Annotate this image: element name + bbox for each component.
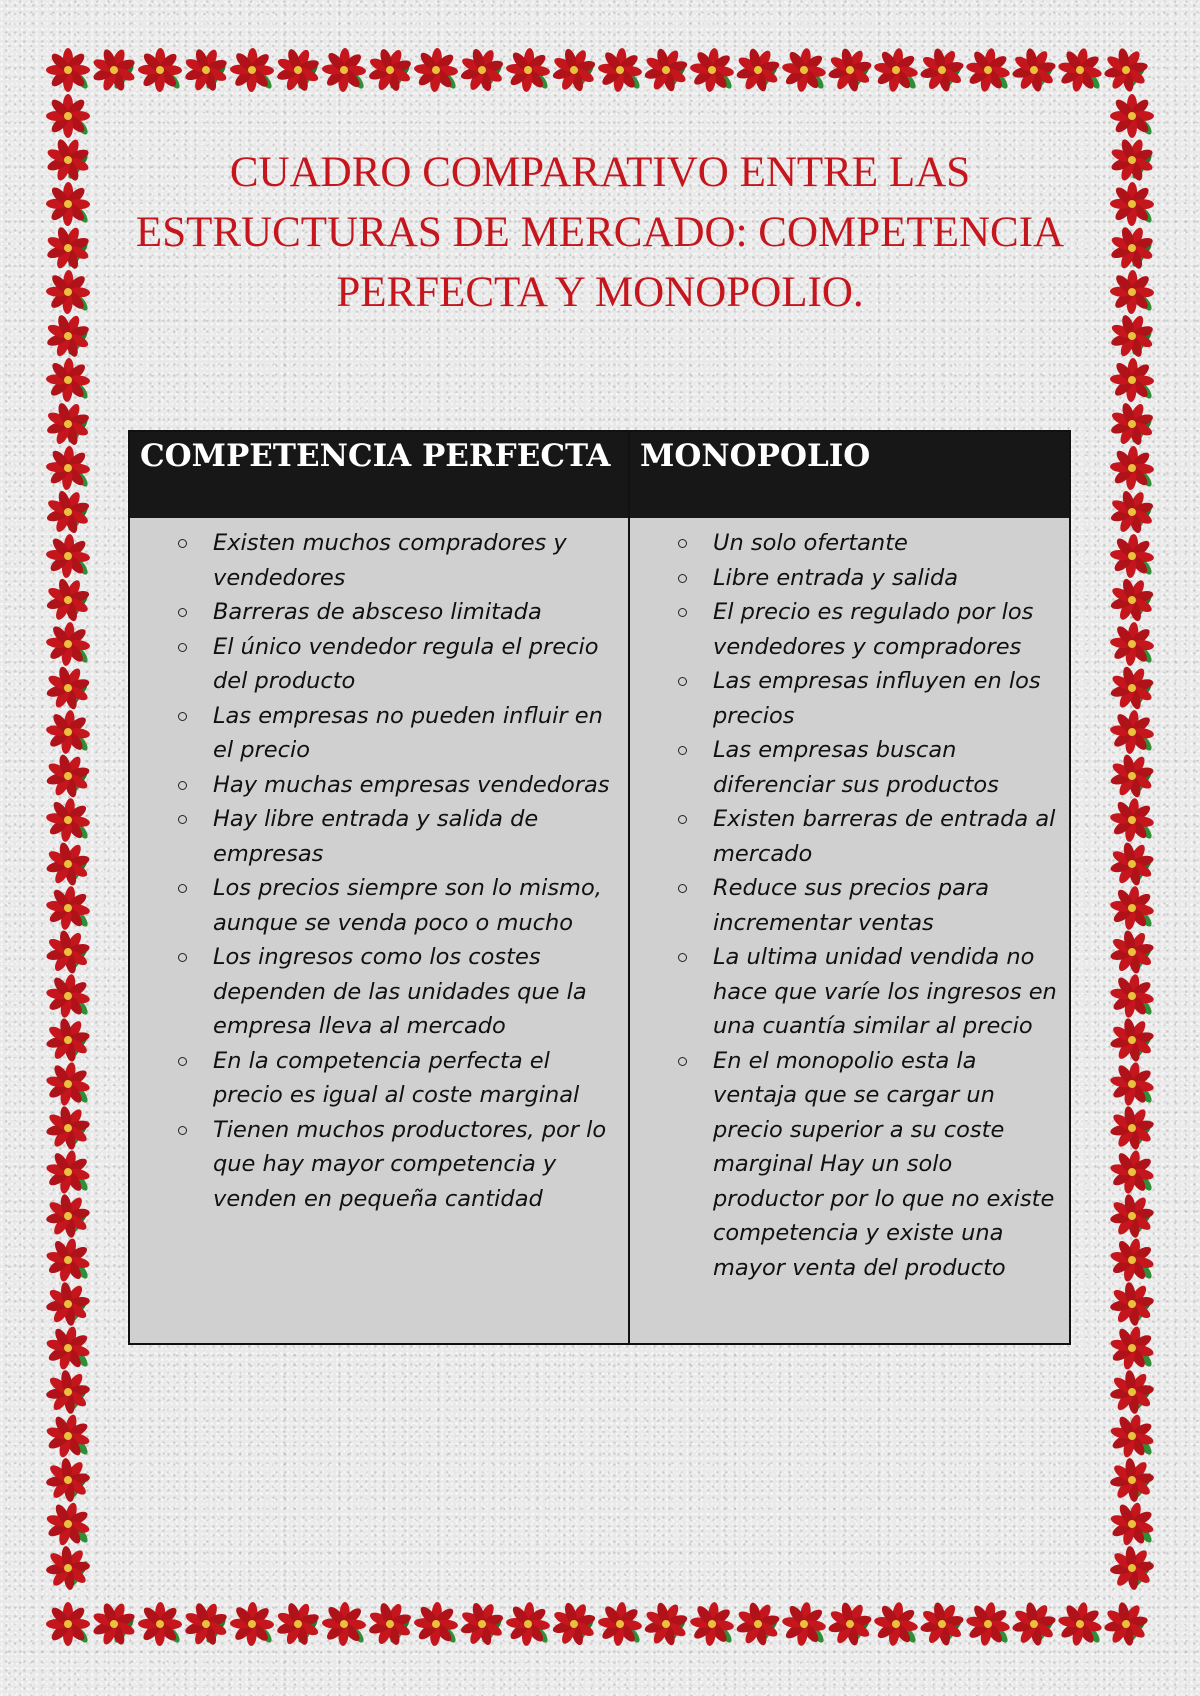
poinsettia-icon (177, 1595, 235, 1653)
list-item (630, 733, 1069, 802)
poinsettia-icon (820, 1594, 880, 1654)
poinsettia-icon (37, 1273, 98, 1334)
list-item (630, 526, 1069, 561)
poinsettia-icon (39, 131, 97, 189)
poinsettia-icon (636, 40, 696, 100)
list-item (130, 802, 628, 871)
list-item-text: Un solo ofertante (713, 530, 908, 556)
poinsettia-icon (46, 94, 90, 138)
poinsettia-icon (38, 1010, 99, 1071)
poinsettia-icon (38, 922, 99, 983)
list-item (130, 1044, 628, 1113)
poinsettia-icon (41, 1321, 94, 1374)
list-item (630, 561, 1069, 596)
circle-bullet-icon (178, 953, 187, 962)
circle-bullet-icon (678, 539, 687, 548)
poinsettia-icon (1102, 834, 1162, 894)
circle-bullet-icon (678, 677, 687, 686)
poinsettia-icon (1105, 1321, 1158, 1374)
poinsettia-icon (1101, 1097, 1162, 1158)
circle-bullet-icon (678, 953, 687, 962)
list-item-text: El único vendedor regula el precio del producto (213, 633, 599, 694)
poinsettia-icon (1106, 1234, 1159, 1287)
poinsettia-icon (1105, 1497, 1159, 1551)
poinsettia-icon (37, 1097, 98, 1158)
poinsettia-icon (1103, 307, 1161, 365)
poinsettia-icon (38, 746, 98, 806)
poinsettia-icon (39, 395, 98, 454)
comparison-table (128, 430, 1071, 1345)
list-item-text: Hay muchas empresas vendedoras (213, 771, 610, 798)
poinsettia-icon (37, 1537, 99, 1599)
circle-bullet-icon (178, 815, 187, 824)
poinsettia-icon (177, 41, 235, 99)
poinsettia-icon (912, 40, 973, 101)
poinsettia-icon (38, 658, 98, 718)
poinsettia-icon (1103, 395, 1162, 454)
poinsettia-icon (41, 1497, 95, 1551)
list-item (130, 526, 628, 595)
list-item-text: Las empresas influyen en los precios (713, 668, 1041, 729)
poinsettia-icon (1004, 1594, 1065, 1655)
poinsettia-icon (38, 482, 97, 541)
poinsettia-icon (39, 307, 97, 365)
circle-bullet-icon (178, 539, 187, 548)
list-item (130, 699, 628, 768)
poinsettia-icon (1101, 1537, 1163, 1599)
list-item-text: Existen muchos compradores y vendedores (213, 530, 567, 591)
circle-bullet-icon (178, 712, 187, 721)
poinsettia-icon (85, 41, 143, 99)
poinsettia-icon (361, 1595, 420, 1654)
poinsettia-icon (912, 1594, 973, 1655)
poinsettia-icon (1095, 1593, 1156, 1654)
list-item-text: Libre entrada y salida (713, 564, 959, 591)
poinsettia-icon (1101, 1449, 1163, 1511)
poinsettia-icon (1105, 1409, 1159, 1463)
poinsettia-icon (42, 1234, 95, 1287)
poinsettia-icon (46, 1602, 90, 1646)
circle-bullet-icon (678, 746, 687, 755)
poinsettia-icon (1102, 658, 1162, 718)
circle-bullet-icon (178, 1126, 187, 1135)
circle-bullet-icon (178, 781, 187, 790)
circle-bullet-icon (678, 884, 687, 893)
list-item-text: Los ingresos como los costes dependen de las unidades que la empresa lleva al mercado (213, 944, 587, 1039)
list-item (630, 1044, 1069, 1286)
poinsettia-icon (1095, 39, 1156, 100)
list-item (130, 630, 628, 699)
poinsettia-icon (41, 1409, 95, 1463)
poinsettia-icon (820, 40, 880, 100)
list-item-text: El precio es regulado por los vendedores y compradores (713, 599, 1034, 660)
poinsettia-icon (1004, 40, 1065, 101)
poinsettia-icon (1103, 131, 1161, 189)
poinsettia-icon (85, 1595, 143, 1653)
list-item-text: Los precios siempre son lo mismo, aunque se venda poco o mucho (213, 875, 602, 936)
poinsettia-icon (269, 41, 327, 99)
poinsettia-icon (452, 1594, 511, 1653)
column-monopolio (630, 518, 1069, 1343)
poinsettia-icon (1102, 1010, 1163, 1071)
circle-bullet-icon (678, 608, 687, 617)
header-competencia-perfecta: COMPETENCIA PERFECTA (130, 432, 630, 518)
list-item-text: En la competencia perfecta el precio es igual al coste marginal (213, 1047, 580, 1108)
list-item (630, 940, 1069, 1044)
list-item-text: La ultima unidad vendida no hace que varíe los ingresos en una cuantía similar al precio (713, 944, 1057, 1039)
poinsettia-icon (1110, 94, 1154, 138)
list-item (630, 664, 1069, 733)
list-item-text: Las empresas buscan diferenciar sus productos (713, 737, 999, 798)
circle-bullet-icon (178, 643, 187, 652)
circle-bullet-icon (678, 815, 687, 824)
poinsettia-icon (452, 40, 511, 99)
list-item-text: Existen barreras de entrada al mercado (713, 806, 1056, 867)
poinsettia-icon (269, 1595, 327, 1653)
list-item (130, 768, 628, 803)
circle-bullet-icon (678, 1057, 687, 1066)
poinsettia-icon (37, 1449, 99, 1511)
list-item-text: Las empresas no pueden influir en el precio (213, 702, 603, 763)
list-item-text: Reduce sus precios para incrementar ventas (713, 875, 989, 936)
poinsettia-icon (37, 1361, 99, 1423)
list-item (630, 802, 1069, 871)
list-item-text: Hay libre entrada y salida de empresas (213, 806, 539, 867)
list-item (630, 595, 1069, 664)
poinsettia-icon (728, 1594, 788, 1654)
poinsettia-icon (636, 1594, 696, 1654)
poinsettia-icon (544, 40, 604, 100)
poinsettia-icon (544, 1594, 604, 1654)
poinsettia-icon (728, 40, 788, 100)
poinsettia-icon (1103, 219, 1161, 277)
poinsettia-icon (1101, 1185, 1162, 1246)
list-item-text: En el monopolio esta la ventaja que se cargar un precio superior a su coste marginal Hay un solo productor por lo que no existe competencia y existe una mayor venta del producto (713, 1047, 1055, 1281)
list-item (130, 595, 628, 630)
column-competencia-perfecta (130, 518, 630, 1343)
list-item (130, 940, 628, 1044)
document-title: CUADRO COMPARATIVO ENTRE LAS ESTRUCTURAS DE MERCADO: COMPETENCIA PERFECTA Y MONOPOLIO. (135, 149, 1065, 316)
poinsettia-icon (1101, 1361, 1163, 1423)
poinsettia-icon (38, 570, 98, 630)
list-item-text: Barreras de absceso limitada (213, 599, 542, 625)
poinsettia-icon (1102, 570, 1162, 630)
poinsettia-icon (39, 219, 97, 277)
poinsettia-icon (37, 1185, 98, 1246)
poinsettia-icon (46, 48, 90, 92)
circle-bullet-icon (178, 884, 187, 893)
poinsettia-icon (1102, 746, 1162, 806)
list-item (130, 1113, 628, 1217)
poinsettia-icon (38, 834, 98, 894)
list-item (130, 871, 628, 940)
poinsettia-icon (1102, 482, 1161, 541)
list-item-text: Tienen muchos productores, por lo que hay mayor competencia y venden en pequeña cantidad (213, 1116, 607, 1212)
poinsettia-icon (1101, 1273, 1162, 1334)
poinsettia-icon (361, 41, 420, 100)
list-competencia-perfecta (130, 526, 628, 1216)
poinsettia-icon (1102, 922, 1163, 983)
header-monopolio: MONOPOLIO (630, 432, 1069, 518)
circle-bullet-icon (678, 574, 687, 583)
list-item (630, 871, 1069, 940)
circle-bullet-icon (178, 608, 187, 617)
circle-bullet-icon (178, 1057, 187, 1066)
list-monopolio (630, 526, 1069, 1285)
